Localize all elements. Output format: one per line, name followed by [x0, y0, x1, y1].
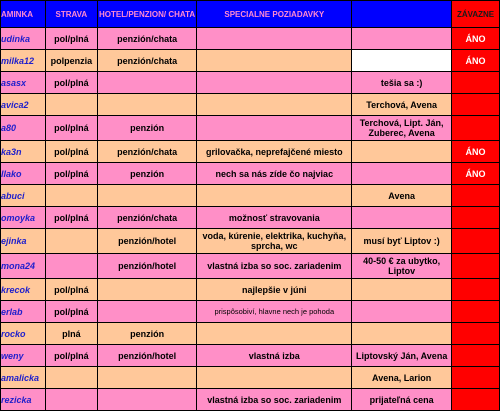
- location-cell[interactable]: [352, 163, 452, 185]
- special-cell[interactable]: [197, 50, 352, 72]
- table-row: [1, 279, 500, 301]
- header-row: [1, 1, 500, 28]
- table-body: [1, 28, 500, 411]
- hotel-cell[interactable]: [97, 185, 197, 207]
- special-cell[interactable]: [197, 367, 352, 389]
- special-cell[interactable]: [197, 323, 352, 345]
- hotel-cell[interactable]: penzión: [97, 163, 197, 185]
- special-cell[interactable]: [197, 116, 352, 141]
- strava-cell[interactable]: pol/plná: [45, 163, 97, 185]
- table-row: [1, 345, 500, 367]
- table-row: [1, 207, 500, 229]
- table-row: [1, 50, 500, 72]
- location-cell[interactable]: prijateľná cena: [352, 389, 452, 411]
- table-row: [1, 94, 500, 116]
- nick-cell[interactable]: llako: [1, 163, 46, 185]
- strava-cell[interactable]: pol/plná: [45, 28, 97, 50]
- strava-cell[interactable]: pol/plná: [45, 345, 97, 367]
- strava-cell[interactable]: pol/plná: [45, 301, 97, 323]
- required-cell[interactable]: ÁNO: [452, 141, 500, 163]
- header-special[interactable]: SPECIALNE POZIADAVKY: [197, 1, 352, 28]
- nick-cell[interactable]: ejinka: [1, 229, 46, 254]
- hotel-cell[interactable]: [97, 279, 197, 301]
- location-cell[interactable]: tešia sa :): [352, 72, 452, 94]
- special-cell[interactable]: [197, 28, 352, 50]
- location-cell[interactable]: [352, 141, 452, 163]
- required-cell[interactable]: ÁNO: [452, 163, 500, 185]
- special-cell[interactable]: grilovačka, neprefajčené miesto: [197, 141, 352, 163]
- nick-cell[interactable]: mona24: [1, 254, 46, 279]
- table-row: [1, 141, 500, 163]
- header-location[interactable]: [352, 1, 452, 28]
- strava-cell[interactable]: pol/plná: [45, 141, 97, 163]
- nick-cell[interactable]: weny: [1, 345, 46, 367]
- location-cell[interactable]: [352, 50, 452, 72]
- strava-cell[interactable]: pol/plná: [45, 279, 97, 301]
- table-row: [1, 323, 500, 345]
- nick-cell[interactable]: erlab: [1, 301, 46, 323]
- table-row: [1, 367, 500, 389]
- hotel-cell[interactable]: [97, 72, 197, 94]
- hotel-cell[interactable]: penzión/chata: [97, 141, 197, 163]
- location-cell[interactable]: musí byť Liptov :): [352, 229, 452, 254]
- strava-cell[interactable]: pol/plná: [45, 116, 97, 141]
- table-row: [1, 163, 500, 185]
- hotel-cell[interactable]: [97, 94, 197, 116]
- required-cell[interactable]: ÁNO: [452, 50, 500, 72]
- table-row: [1, 254, 500, 279]
- hotel-cell[interactable]: penzión: [97, 116, 197, 141]
- location-cell[interactable]: Terchová, Lipt. Ján, Zuberec, Avena: [352, 116, 452, 141]
- nick-cell[interactable]: amalicka: [1, 367, 46, 389]
- nick-cell[interactable]: a80: [1, 116, 46, 141]
- required-cell[interactable]: [452, 72, 500, 94]
- required-cell[interactable]: ÁNO: [452, 28, 500, 50]
- strava-cell[interactable]: [45, 254, 97, 279]
- nick-cell[interactable]: avica2: [1, 94, 46, 116]
- required-cell[interactable]: [452, 94, 500, 116]
- nick-cell[interactable]: rezicka: [1, 389, 46, 411]
- special-cell[interactable]: vlastná izba so soc. zariadenim: [197, 254, 352, 279]
- required-cell[interactable]: [452, 345, 500, 367]
- strava-cell[interactable]: [45, 94, 97, 116]
- nick-cell[interactable]: milka12: [1, 50, 46, 72]
- special-cell[interactable]: prispôsobiví, hlavne nech je pohoda: [197, 301, 352, 323]
- required-cell[interactable]: [452, 116, 500, 141]
- location-cell[interactable]: [352, 279, 452, 301]
- strava-cell[interactable]: [45, 367, 97, 389]
- required-cell[interactable]: [452, 229, 500, 254]
- nick-cell[interactable]: rocko: [1, 323, 46, 345]
- required-cell[interactable]: [452, 323, 500, 345]
- special-cell[interactable]: voda, kúrenie, elektrika, kuchyňa, sprcha, wc: [197, 229, 352, 254]
- location-cell[interactable]: [352, 323, 452, 345]
- required-cell[interactable]: [452, 185, 500, 207]
- location-cell[interactable]: 40-50 € za ubytko, Liptov: [352, 254, 452, 279]
- hotel-cell[interactable]: penzión/hotel: [97, 254, 197, 279]
- table-row: [1, 229, 500, 254]
- location-cell[interactable]: Avena: [352, 185, 452, 207]
- location-cell[interactable]: Avena, Larion: [352, 367, 452, 389]
- location-cell[interactable]: Terchová, Avena: [352, 94, 452, 116]
- nick-cell[interactable]: ka3n: [1, 141, 46, 163]
- special-cell[interactable]: nech sa nás zíde čo najviac: [197, 163, 352, 185]
- location-cell[interactable]: [352, 207, 452, 229]
- required-cell[interactable]: [452, 207, 500, 229]
- strava-cell[interactable]: plná: [45, 323, 97, 345]
- table-row: [1, 72, 500, 94]
- required-cell[interactable]: [452, 367, 500, 389]
- nick-cell[interactable]: abuci: [1, 185, 46, 207]
- strava-cell[interactable]: pol/plná: [45, 72, 97, 94]
- special-cell[interactable]: možnosť stravovania: [197, 207, 352, 229]
- nick-cell[interactable]: krecok: [1, 279, 46, 301]
- nick-cell[interactable]: asasx: [1, 72, 46, 94]
- table-row: [1, 116, 500, 141]
- hotel-cell[interactable]: penzión/chata: [97, 50, 197, 72]
- header-nick[interactable]: AMINKA: [1, 1, 46, 28]
- hotel-cell[interactable]: [97, 367, 197, 389]
- table-row: [1, 28, 500, 50]
- header-required[interactable]: ZÁVAZNE: [452, 1, 500, 28]
- table-row: [1, 185, 500, 207]
- special-cell[interactable]: vlastná izba: [197, 345, 352, 367]
- special-cell[interactable]: vlastná izba so soc. zariadenim: [197, 389, 352, 411]
- hotel-cell[interactable]: penzión/chata: [97, 207, 197, 229]
- location-cell[interactable]: [352, 28, 452, 50]
- strava-cell[interactable]: polpenzia: [45, 50, 97, 72]
- special-cell[interactable]: [197, 72, 352, 94]
- hotel-cell[interactable]: penzión/chata: [97, 28, 197, 50]
- nick-cell[interactable]: omoyka: [1, 207, 46, 229]
- hotel-cell[interactable]: penzión/hotel: [97, 229, 197, 254]
- strava-cell[interactable]: pol/plná: [45, 207, 97, 229]
- location-cell[interactable]: [352, 301, 452, 323]
- table-row: [1, 301, 500, 323]
- hotel-cell[interactable]: penzión: [97, 323, 197, 345]
- strava-cell[interactable]: [45, 229, 97, 254]
- hotel-cell[interactable]: penzión/hotel: [97, 345, 197, 367]
- required-cell[interactable]: [452, 279, 500, 301]
- nick-cell[interactable]: udinka: [1, 28, 46, 50]
- required-cell[interactable]: [452, 301, 500, 323]
- special-cell[interactable]: [197, 185, 352, 207]
- header-strava[interactable]: STRAVA: [45, 1, 97, 28]
- required-cell[interactable]: [452, 254, 500, 279]
- special-cell[interactable]: najlepšie v júni: [197, 279, 352, 301]
- location-cell[interactable]: Liptovský Ján, Avena: [352, 345, 452, 367]
- strava-cell[interactable]: [45, 185, 97, 207]
- hotel-cell[interactable]: [97, 301, 197, 323]
- special-cell[interactable]: [197, 94, 352, 116]
- header-hotel[interactable]: HOTEL/PENZION/ CHATA: [97, 1, 197, 28]
